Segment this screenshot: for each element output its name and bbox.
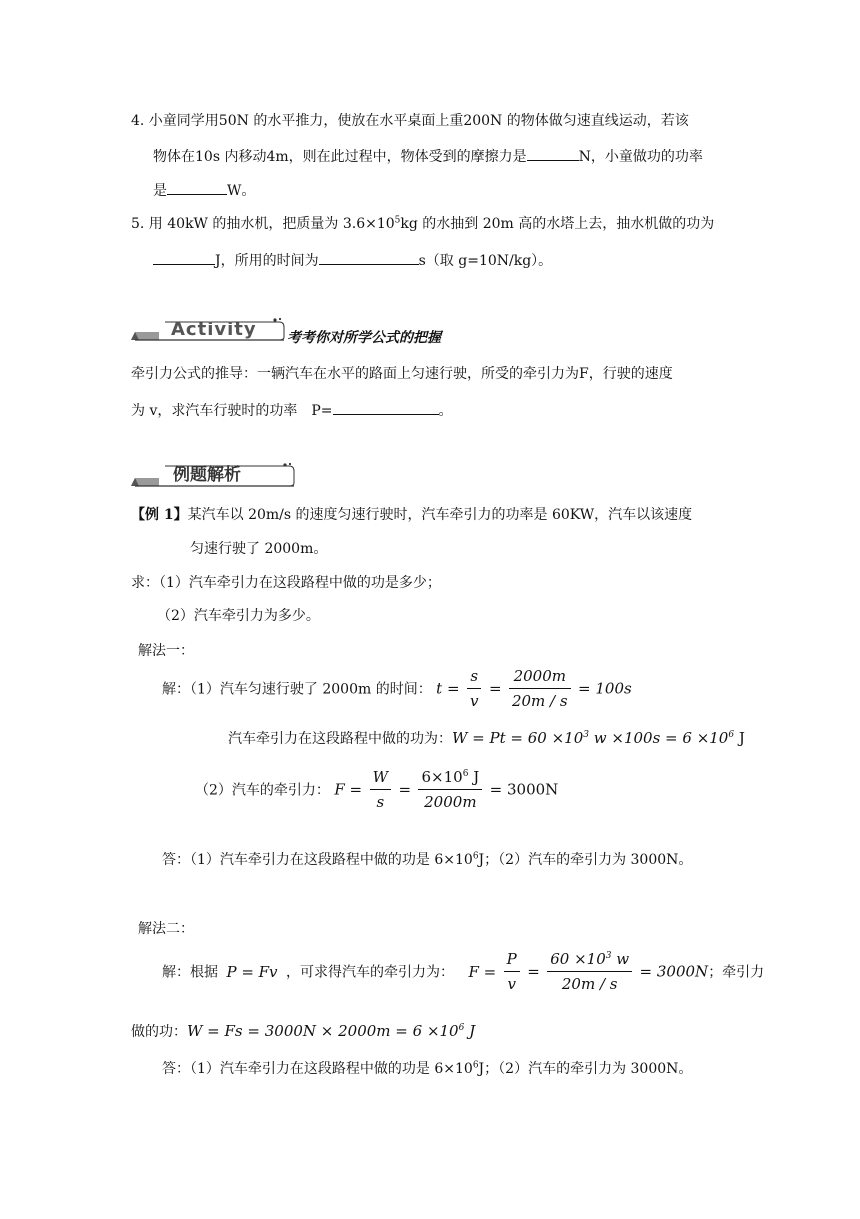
force-formula-result: = 3000N: [489, 780, 559, 799]
question-4-line-2-tail: N，小童做功的功率: [578, 149, 703, 165]
work-formula-part-1: W = Pt = 60 ×10: [452, 729, 584, 747]
method-2-fraction-p-over-v: [504, 950, 520, 993]
time-fraction-1-denominator: v: [470, 692, 479, 710]
force-fraction-w-over-s: [370, 768, 391, 811]
method-1-work-formula: [452, 729, 734, 747]
example-1-line-1: [131, 508, 692, 522]
work-answer-blank[interactable]: [153, 251, 215, 265]
method-2-fraction-1-denominator: v: [507, 975, 516, 993]
method-1-step-1-label: 解：（1）汽车匀速行驶了 2000m 的时间：: [162, 681, 432, 698]
question-5-line-1-tail: kg 的水抽到 20m 高的水塔上去，抽水机做的功为: [400, 216, 715, 232]
method-1-title: 解法一：: [138, 643, 194, 659]
question-5-line-2-text: J，所用的时间为: [215, 253, 319, 269]
method-2-answer-exponent: 6: [472, 1060, 479, 1071]
force-fraction-1-denominator: s: [376, 793, 385, 811]
question-5-line-2-tail: s（取 g=10N/kg）。: [418, 253, 553, 269]
question-4-line-3-text: 是: [153, 183, 167, 199]
time-formula-lhs: t =: [436, 679, 460, 698]
time-formula-result: = 100s: [578, 679, 632, 698]
power-relation-formula: P = Fv: [226, 962, 278, 981]
method-2-numerator-unit: w: [611, 950, 630, 968]
time-fraction-2-denominator: 20m / s: [511, 692, 568, 710]
force-fraction-2-numerator: [418, 768, 482, 790]
friction-answer-blank[interactable]: [527, 147, 579, 161]
method-2-after-text: ；牵引力: [708, 964, 765, 981]
method-1-answer-exponent: 6: [472, 851, 479, 862]
time-fraction-2-numerator: 2000m: [509, 667, 571, 689]
method-2-force-equals: =: [527, 962, 540, 981]
method-2-numerator-exponent: 3: [605, 951, 612, 961]
method-2-work-formula-base: W = Fs = 3000N × 2000m = 6 ×10: [187, 1022, 459, 1040]
time-answer-blank[interactable]: [319, 251, 419, 265]
method-2-numerator-base: 60 ×10: [550, 950, 606, 968]
activity-text-line-2-tail: 。: [438, 403, 453, 419]
method-2-title: 解法二：: [138, 921, 194, 937]
activity-badge: [129, 316, 289, 344]
time-formula-equals: =: [488, 679, 502, 698]
method-2-fraction-values: [547, 950, 632, 993]
method-1-answer-tail: J；（2）汽车的牵引力为 3000N。: [478, 852, 693, 868]
time-fraction-1-numerator: s: [467, 667, 481, 689]
question-4-line-2-text: 物体在10s 内移动4m，则在此过程中，物体受到的摩擦力是: [153, 149, 527, 165]
method-2-work-formula: [187, 1022, 475, 1040]
activity-text-line-1: 牵引力公式的推导：一辆汽车在水平的路面上匀速行驶，所受的牵引力为F，行驶的速度: [131, 366, 673, 382]
question-4-line-2: [153, 147, 703, 164]
method-2-intro-tail: ，可求得汽车的牵引力为：: [286, 964, 454, 981]
power-formula-blank[interactable]: [333, 401, 439, 415]
example-badge-label: 例题解析: [173, 465, 241, 485]
work-formula-unit: J: [734, 729, 745, 747]
time-fraction-values: [509, 667, 571, 710]
example-1-label: 【例 1】: [131, 507, 188, 523]
method-2-answer-text: 答：（1）汽车牵引力在这段路程中做的功是 6×10: [162, 1061, 473, 1077]
power-answer-blank[interactable]: [167, 181, 227, 195]
question-5-line-1-text: 5. 用 40kW 的抽水机，把质量为 3.6×10: [131, 216, 395, 232]
method-2-fraction-2-denominator: 20m / s: [561, 975, 618, 993]
question-4-line-3: [153, 181, 255, 198]
force-numerator-unit: J: [468, 768, 480, 786]
force-numerator-exponent: 6: [462, 769, 469, 779]
question-5-exponent: 5: [394, 215, 401, 226]
example-badge: [129, 462, 299, 490]
force-numerator-base: 6×10: [421, 768, 463, 786]
example-1-text: 某汽车以 20m/s 的速度匀速行驶时，汽车牵引力的功率是 60KW，汽车以该速度: [187, 507, 693, 523]
force-fraction-values: [418, 768, 482, 811]
method-1-answer-text: 答：（1）汽车牵引力在这段路程中做的功是 6×10: [162, 852, 473, 868]
question-5-line-1: [131, 217, 714, 231]
activity-text-line-2: [131, 401, 453, 418]
force-formula-lhs: F =: [334, 780, 363, 799]
force-fraction-2-denominator: 2000m: [424, 793, 477, 811]
method-2-fraction-2-numerator: [547, 950, 632, 972]
force-formula-equals: =: [398, 780, 412, 799]
example-1-question-1: 求：（1）汽车牵引力在这段路程中做的功是多少；: [131, 575, 441, 591]
method-1-step-1: [162, 667, 632, 710]
method-1-answer: [162, 853, 692, 867]
activity-text-line-2-text: 为 v，求汽车行驶时的功率 P=: [131, 403, 333, 419]
question-5-line-2: [153, 251, 552, 268]
question-4-line-1: 4. 小童同学用50N 的水平推力，使放在水平桌面上重200N 的物体做匀速直线运动，若该: [131, 113, 689, 129]
method-2-answer-tail: J；（2）汽车的牵引力为 3000N。: [478, 1061, 693, 1077]
work-formula-part-2: w ×100s = 6 ×10: [589, 729, 729, 747]
work-formula-exponent-2: 6: [728, 730, 735, 740]
method-2-step: [162, 950, 764, 993]
method-2-work: [131, 1024, 475, 1039]
method-1-step-2: [195, 768, 558, 811]
example-1-question-2: （2）汽车牵引力为多少。: [157, 608, 320, 624]
method-2-fraction-1-numerator: P: [504, 950, 520, 972]
example-1-line-2: 匀速行驶了 2000m。: [190, 541, 328, 557]
method-2-work-unit: J: [464, 1022, 476, 1040]
method-1-work: [228, 731, 745, 746]
method-1-step-2-label: （2）汽车的牵引力：: [195, 782, 330, 799]
method-2-answer: [162, 1062, 692, 1076]
force-fraction-1-numerator: W: [370, 768, 391, 790]
method-2-force-lhs: F =: [468, 962, 497, 981]
question-4-line-3-tail: W。: [227, 183, 256, 199]
activity-heading: 考考你对所学公式的把握: [287, 330, 441, 346]
activity-badge-label: Activity: [171, 319, 257, 340]
method-2-work-label: 做的功：: [131, 1024, 187, 1040]
work-formula-exponent-1: 3: [583, 730, 589, 740]
method-2-intro: 解：根据: [162, 964, 218, 981]
method-2-force-result: = 3000N: [639, 962, 709, 981]
method-2-work-exponent: 6: [458, 1023, 465, 1033]
time-fraction-s-over-v: [467, 667, 481, 710]
method-1-work-label: 汽车牵引力在这段路程中做的功为：: [228, 731, 452, 747]
